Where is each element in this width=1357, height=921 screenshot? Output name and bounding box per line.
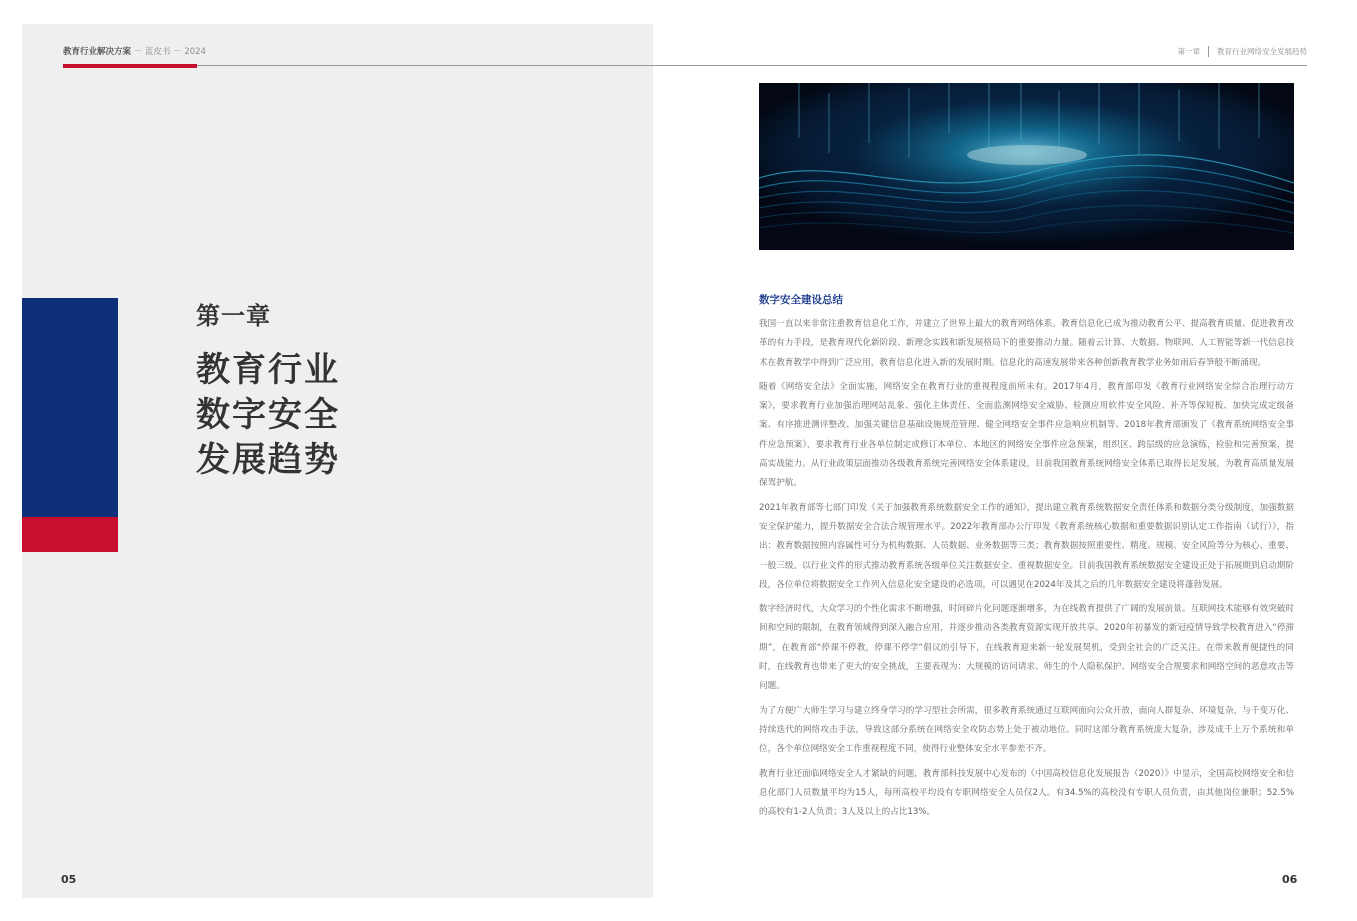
header-rule	[63, 65, 1307, 66]
chapter-color-block-red	[22, 517, 118, 552]
chapter-title	[196, 348, 340, 483]
body-paragraph: 我国一直以来非常注重教育信息化工作，并建立了世界上最大的教育网络体系。教育信息化已成为推动教育公平、提高教育质量、促进教育改革的有力手段，是教育现代化新阶段、新理念实践和新发展格局下的重要推动力量。随着云计算、大数据、物联网、人工智能等新一代信息技术在教育教学中得到广泛应用，教育信息化进入新的发展时期。信息化的高速发展带来各种创新教育教学业务如雨后春笋般不断涌现。	[759, 319, 1294, 368]
body-paragraph: 为了方便广大师生学习与建立终身学习的学习型社会所需，很多教育系统通过互联网面向公众开放，面向人群复杂、环境复杂，与千变万化、持续迭代的网络攻击手法，导致这部分系统在网络安全攻防态势上处于被动地位。同时这部分教育系统庞大复杂，涉及成千上万个系统和单位，各个单位网络安全工作重视程度不同，使得行业整体安全水平参差不齐。	[759, 705, 1294, 755]
page-number-left: 05	[61, 873, 77, 886]
running-header-left	[63, 45, 206, 57]
chapter-label: 第一章	[196, 302, 271, 330]
header-accent-bar	[63, 64, 197, 68]
chapter-title-line: 发展趋势	[196, 440, 340, 480]
running-header-section: 教育行业网络安全发展趋势	[1217, 47, 1307, 56]
body-paragraph: 数字经济时代，大众学习的个性化需求不断增强，时间碎片化问题逐渐增多，为在线教育提供了广阔的发展前景。互联网技术能够有效突破时间和空间的限制，在教育领域得到深入融合应用，并逐步推动各类教育资源实现开放共享。2020年初暴发的新冠疫情导致学校教育进入“停滞期”，在教育部“停课不停教，停课不停学”倡议的引导下，在线教育迎来新一轮发展契机，受到全社会的广泛关注。在带来教育便捷性的同时，在线教育也带来了更大的安全挑战，主要表现为：大规模的访问请求、师生的个人隐私保护、网络安全合规要求和网络空间的恶意攻击等问题。	[759, 604, 1294, 692]
chapter-title-line: 数字安全	[196, 395, 340, 435]
running-header-title: 教育行业解决方案	[63, 47, 132, 57]
body-text	[759, 315, 1294, 827]
chapter-color-block-blue	[22, 298, 118, 517]
body-paragraph: 随着《网络安全法》全面实施，网络安全在教育行业的重视程度前所未有。2017年4月，教育部印发《教育行业网络安全综合治理行动方案》，要求教育行业加强治理网站乱象、强化主体责任、全面监测网络安全威胁、检测应用软件安全风险、补齐等保短板、加快完成定级备案、有序推进测评整改、加强关键信息基础设施规范管理、健全网络安全事件应急响应机制等。2018年教育部颁发了《教育系统网络安全事件应急预案》，要求教育行业各单位制定或修订本单位、本地区的网络安全事件应急预案，组织区、跨层级的应急演练，检验和完善预案，提高实战能力。从行业政策层面推动各级教育系统完善网络安全体系建设，目前我国教育系统网络安全体系已取得长足发展，为教育高质量发展保驾护航。	[759, 381, 1294, 489]
running-header-chapter: 第一章	[1177, 47, 1200, 56]
hero-image-digital-wave	[759, 83, 1294, 250]
running-header-right	[1178, 46, 1308, 57]
header-separator	[1208, 46, 1209, 57]
chapter-title-line: 教育行业	[196, 350, 340, 390]
running-header-subtitle: － 蓝皮书 － 2024	[133, 47, 206, 57]
body-paragraph: 教育行业还面临网络安全人才紧缺的问题，教育部科技发展中心发布的《中国高校信息化发展报告（2020）》中显示，全国高校网络安全和信息化部门人员数量平均为15人，每所高校平均设有专职网络安全人员仅2人。有34.5%的高校没有专职人员负责，由其他岗位兼职；52.5%的高校有1-2人负责；3人及以上的占比13%。	[759, 768, 1294, 818]
section-title: 数字安全建设总结	[759, 294, 843, 306]
body-paragraph: 2021年教育部等七部门印发《关于加强教育系统数据安全工作的通知》，提出建立教育系统数据安全责任体系和数据分类分级制度，加强数据安全保护能力，提升数据安全合法合规管理水平。2022年教育部办公厅印发《教育系统核心数据和重要数据识别认定工作指南（试行）》，指出：教育数据按照内容属性可分为机构数据、人员数据、业务数据等三类；教育数据按照重要性、精度、规模、安全风险等分为核心、重要、一般三级。以行业文件的形式推动教育系统各级单位关注数据安全、重视数据安全。目前我国教育系统数据安全建设正处于拓展期到启动期阶段，各位单位将数据安全工作列入信息化安全建设的必选项，可以遇见在2024年及其之后的几年数据安全建设将蓬勃发展。	[759, 502, 1294, 590]
page-number-right: 06	[1282, 873, 1298, 886]
